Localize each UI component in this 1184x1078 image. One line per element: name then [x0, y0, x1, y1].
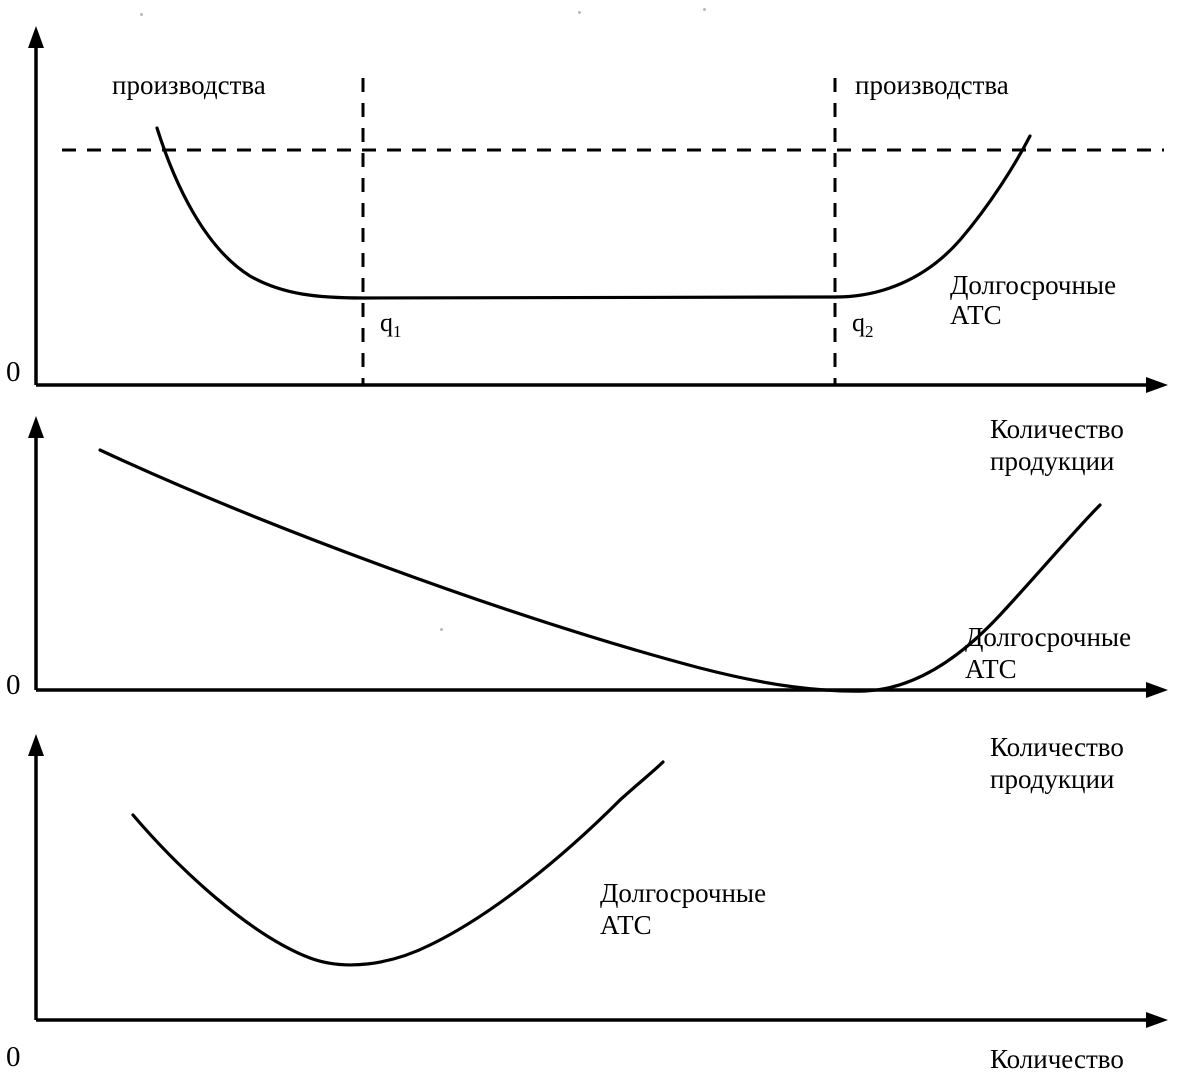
curve-label-top-line2: АТС [950, 300, 1002, 330]
y-axis-middle [28, 416, 44, 690]
long-run-atc-curve-bottom [133, 762, 663, 965]
paper-speck [440, 628, 443, 631]
chart-panel-top [0, 0, 1184, 400]
paper-speck [578, 11, 581, 14]
label-production-right: производства [855, 70, 1009, 100]
chart-panel-bottom [0, 720, 1184, 1078]
q1-label: $q_1$ [380, 308, 402, 342]
curve-label-middle-line2: АТС [965, 654, 1017, 684]
x-axis-label-bottom: Количество [990, 1044, 1124, 1074]
x-axis-top [36, 377, 1168, 393]
paper-speck [140, 13, 143, 16]
curve-label-middle-line1: Долгосрочные [965, 622, 1132, 652]
y-axis-bottom [28, 734, 44, 1020]
y-axis-top [28, 26, 44, 385]
long-run-atc-curve-middle [100, 450, 1100, 691]
curve-label-bottom-line1: Долгосрочные [600, 878, 767, 908]
x-axis-label-top-line2: продукции [990, 446, 1115, 476]
x-axis-label-middle-line2: продукции [990, 764, 1115, 794]
curve-label-bottom-line2: АТС [600, 910, 652, 940]
panel-top-svg [0, 0, 1184, 400]
origin-label-top: 0 [6, 356, 21, 388]
x-axis-bottom [36, 1012, 1168, 1028]
x-axis-label-top-line1: Количество [990, 414, 1124, 444]
chart-panel-middle [0, 400, 1184, 720]
curve-label-top-line1: Долгосрочные [950, 270, 1117, 300]
origin-label-middle: 0 [6, 669, 21, 701]
x-axis-label-middle-line1: Количество [990, 732, 1124, 762]
label-production-left: производства [112, 70, 266, 100]
paper-speck [703, 8, 706, 11]
long-run-atc-curve-top [157, 128, 1030, 298]
origin-label-bottom: 0 [6, 1041, 21, 1073]
q2-label: $q_2$ [852, 308, 874, 342]
